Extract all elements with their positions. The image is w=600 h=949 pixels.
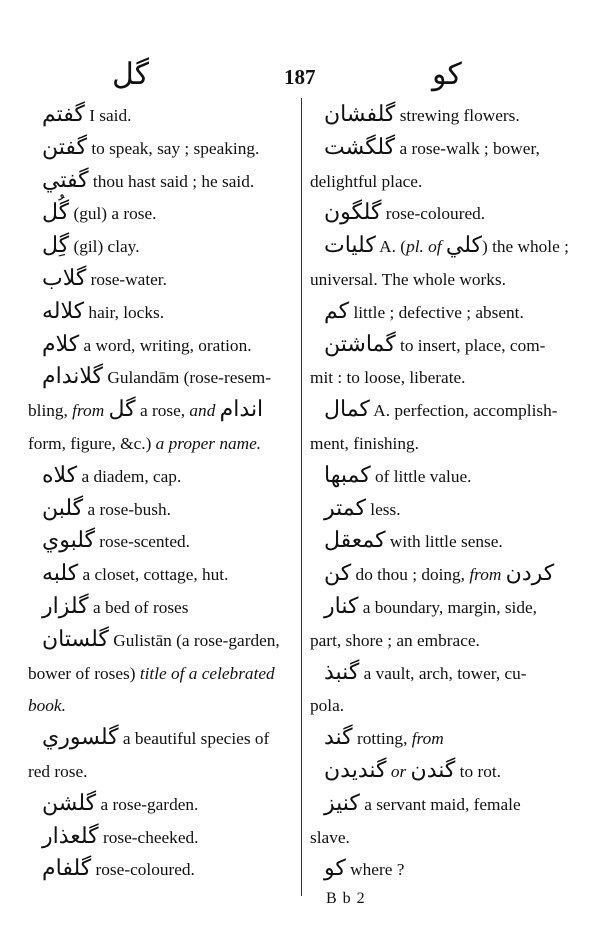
entry: گماشتن to insert, place, com- mit : to loose, liberate. (310, 330, 546, 388)
column-divider (301, 98, 302, 896)
entry: کلام a word, writing, oration. (42, 330, 252, 356)
entry: گند rotting, from گنديدن or گندن to rot. (324, 724, 501, 782)
entry: گفتم I said. (42, 101, 132, 126)
entry: گلفام rose-coloured. (42, 855, 195, 881)
signature-mark: B b 2 (326, 890, 366, 907)
running-head-left: گل (112, 58, 150, 91)
entry: کن do thou ; doing, from کردن (324, 560, 555, 586)
entry: گلستان Gulistān (a rose-garden, bower of roses) title of a celebrated book. (28, 625, 280, 716)
entry: کمال A. perfection, accomplish- ment, finishing. (310, 396, 558, 453)
entry: گلگشت a rose-walk ; bower, delightful place. (310, 133, 540, 191)
entry: کلاله hair, locks. (42, 297, 165, 323)
entry: گلفشان strewing flowers. (324, 101, 520, 126)
page-header (0, 55, 600, 95)
entry: گفتي thou hast said ; he said. (42, 166, 255, 192)
entry: کليات A. (pl. of کلي) the whole ; universal. The whole works. (310, 232, 569, 289)
entry: کم little ; defective ; absent. (324, 297, 524, 323)
entry: گِل (gil) clay. (42, 232, 140, 258)
entry: کو where ? (324, 855, 405, 881)
entry: گفتن to speak, say ; speaking. (42, 133, 260, 159)
entry: گلگون rose-coloured. (324, 199, 486, 225)
entry: گلزار a bed of roses (42, 592, 189, 618)
left-column (28, 100, 290, 887)
entry: کنار a boundary, margin, side, part, shore ; an embrace. (310, 592, 537, 650)
entry: کلبه a closet, cottage, hut. (42, 560, 229, 586)
page-number: 187 (284, 65, 316, 89)
entry: گلبوي rose-scented. (42, 527, 190, 553)
entry: کمعقل with little sense. (324, 527, 503, 553)
entry: گلسوري a beautiful species of red rose. (28, 724, 270, 781)
entry: گلاب rose-water. (42, 264, 167, 290)
entry: گنبذ a vault, arch, tower, cu- pola. (310, 658, 527, 716)
entry: گلبن a rose-bush. (42, 494, 171, 520)
running-head-right: کو (432, 58, 462, 91)
entry: کنيز a servant maid, female slave. (310, 789, 521, 847)
entry: کمتر less. (324, 494, 401, 520)
entry: گلشن a rose-garden. (42, 789, 199, 815)
entry: گلعذار rose-cheeked. (42, 822, 199, 848)
right-column (310, 100, 572, 887)
entry: کلاه a diadem, cap. (42, 461, 182, 487)
entry: کمبها of little value. (324, 461, 472, 487)
entry: گُل (gul) a rose. (42, 199, 157, 225)
entry: گلاندام Gulandām (rose-resem- bling, from گل a rose, and اندام form, figure, &c.) a proper name. (28, 363, 271, 453)
